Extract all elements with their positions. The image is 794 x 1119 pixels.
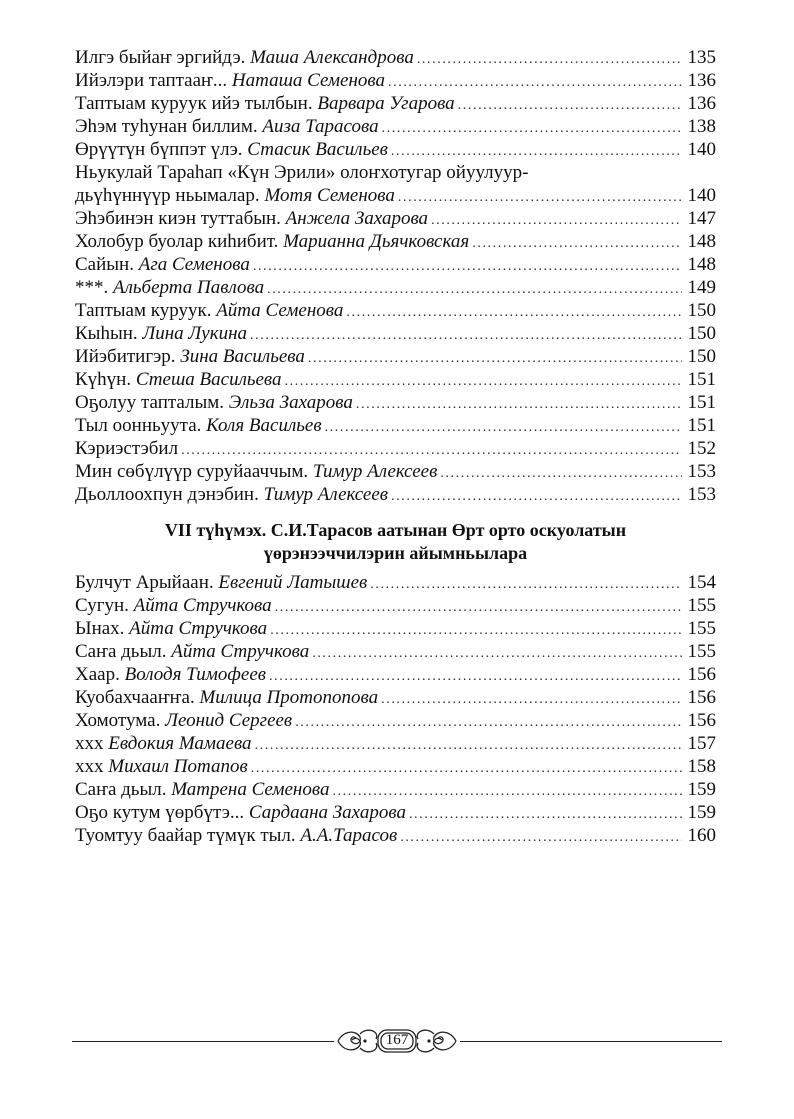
entry-title: ххх xyxy=(75,733,104,754)
page-footer xyxy=(72,1020,722,1060)
toc-entry xyxy=(75,755,716,778)
entry-title: Туомтуу баайар түмүк тыл. xyxy=(75,825,296,846)
entry-page: 155 xyxy=(687,641,716,662)
dot-leader xyxy=(275,596,682,619)
dot-leader xyxy=(409,803,682,826)
entry-author: Маша Александрова xyxy=(250,47,414,68)
dot-leader xyxy=(285,370,682,393)
entry-page: 156 xyxy=(687,710,716,731)
entry-page: 150 xyxy=(687,346,716,367)
entry-page: 140 xyxy=(687,139,716,160)
entry-title: Эһэбинэн киэн туттабын. xyxy=(75,208,281,229)
entry-page: 136 xyxy=(687,70,716,91)
entry-page: 156 xyxy=(687,664,716,685)
entry-title: Саҥа дьыл. xyxy=(75,779,167,800)
entry-title: Хомотума. xyxy=(75,710,161,731)
entry-page: 148 xyxy=(687,231,716,252)
toc-group-a xyxy=(75,46,716,161)
dot-leader xyxy=(431,209,682,232)
entry-author: Эльза Захарова xyxy=(228,392,353,413)
entry-author: Лина Лукина xyxy=(142,323,248,344)
toc-group-c xyxy=(75,571,716,847)
dot-leader xyxy=(255,734,682,757)
entry-author: Наташа Семенова xyxy=(231,70,386,91)
entry-title: Ийэлэри таптааҥ... xyxy=(75,70,228,91)
entry-page: 155 xyxy=(687,595,716,616)
entry-page: 149 xyxy=(687,277,716,298)
dot-leader xyxy=(458,94,682,117)
dot-leader xyxy=(253,255,682,278)
toc-entry xyxy=(75,92,716,115)
entry-page: 153 xyxy=(687,461,716,482)
toc-entry xyxy=(75,138,716,161)
toc-entry xyxy=(75,276,716,299)
entry-author: Ага Семенова xyxy=(138,254,250,275)
section-heading xyxy=(75,519,716,565)
toc-entry xyxy=(75,437,716,460)
dot-leader xyxy=(308,347,682,370)
toc-group-b xyxy=(75,207,716,506)
toc-entry xyxy=(75,391,716,414)
entry-title-line1: Ньукулай Тараһап «Күн Эрили» олоҥхотугар ойуулуур- xyxy=(75,162,529,183)
dot-leader xyxy=(388,71,682,94)
entry-title: ххх xyxy=(75,756,104,777)
entry-page: 148 xyxy=(687,254,716,275)
entry-author: Варвара Угарова xyxy=(317,93,455,114)
section-heading-line1: VII түһүмэх. С.И.Тарасов аатынан Өрт орто оскуолатын xyxy=(164,520,627,540)
toc-entry xyxy=(75,483,716,506)
entry-author: Евгений Латышев xyxy=(218,572,368,593)
footer-rule-right xyxy=(460,1041,722,1042)
page-number: 167 xyxy=(385,1032,409,1048)
entry-page: 157 xyxy=(687,733,716,754)
toc-entry xyxy=(75,571,716,594)
entry-author: Коля Васильев xyxy=(206,415,322,436)
toc-entry xyxy=(75,207,716,230)
entry-page: 160 xyxy=(687,825,716,846)
entry-title: Ынах. xyxy=(75,618,125,639)
entry-title: Илгэ быйаҥ эргийдэ. xyxy=(75,47,246,68)
dot-leader xyxy=(181,439,682,462)
dot-leader xyxy=(312,642,682,665)
toc-entry xyxy=(75,663,716,686)
toc-entry xyxy=(75,460,716,483)
entry-title: Таптыам куруук. xyxy=(75,300,212,321)
entry-author: Айта Семенова xyxy=(216,300,344,321)
entry-title: Холобур буолар киһибит. xyxy=(75,231,279,252)
entry-author: Стеша Васильева xyxy=(135,369,282,390)
toc-entry xyxy=(75,617,716,640)
dot-leader xyxy=(400,826,682,849)
entry-author: Володя Тимофеев xyxy=(124,664,267,685)
entry-title: Оҕо кутум үөрбүтэ... xyxy=(75,802,245,823)
dot-leader xyxy=(325,416,682,439)
dot-leader xyxy=(398,186,682,209)
toc-entry xyxy=(75,824,716,847)
entry-author: Аиза Тарасова xyxy=(262,116,379,137)
entry-page: 151 xyxy=(687,415,716,436)
toc-entry xyxy=(75,115,716,138)
toc-entry xyxy=(75,184,716,207)
dot-leader xyxy=(251,757,682,780)
entry-author: Зина Васильева xyxy=(180,346,305,367)
entry-page: 158 xyxy=(687,756,716,777)
entry-page: 150 xyxy=(687,300,716,321)
dot-leader xyxy=(332,780,682,803)
entry-title: Дьоллоохпун дэнэбин. xyxy=(75,484,259,505)
toc-entry xyxy=(75,709,716,732)
entry-author: Евдокия Мамаева xyxy=(108,733,252,754)
section-heading-line2: үөрэнээччилэрин айымньылара xyxy=(263,543,528,563)
entry-page: 138 xyxy=(687,116,716,137)
entry-author: Сардаана Захарова xyxy=(248,802,406,823)
entry-author: Стасик Васильев xyxy=(247,139,388,160)
entry-title: Кыһын. xyxy=(75,323,138,344)
dot-leader xyxy=(295,711,682,734)
toc-entry xyxy=(75,345,716,368)
toc-entry xyxy=(75,230,716,253)
entry-author: Милица Протопопова xyxy=(199,687,379,708)
entry-title: Хаар. xyxy=(75,664,120,685)
entry-author: Альберта Павлова xyxy=(113,277,265,298)
entry-title: Куобахчааҥҥа. xyxy=(75,687,195,708)
entry-title: Күһүн. xyxy=(75,369,132,390)
entry-title: Өрүүтүн бүппэт үлэ. xyxy=(75,139,243,160)
entry-title: Оҕолуу тапталым. xyxy=(75,392,225,413)
toc-entry xyxy=(75,322,716,345)
entry-page: 150 xyxy=(687,323,716,344)
toc-entry xyxy=(75,46,716,69)
entry-title: Сайын. xyxy=(75,254,134,275)
toc-entry-wrapped xyxy=(75,161,716,207)
entry-page: 147 xyxy=(687,208,716,229)
entry-author: А.А.Тарасов xyxy=(300,825,398,846)
entry-page: 151 xyxy=(687,392,716,413)
entry-title: Таптыам куруук ийэ тылбын. xyxy=(75,93,313,114)
entry-author: Анжела Захарова xyxy=(285,208,429,229)
toc-entry xyxy=(75,414,716,437)
toc-entry xyxy=(75,640,716,663)
entry-page: 151 xyxy=(687,369,716,390)
toc-entry xyxy=(75,801,716,824)
entry-title: ***. xyxy=(75,277,109,298)
dot-leader xyxy=(356,393,682,416)
toc-entry xyxy=(75,368,716,391)
dot-leader xyxy=(250,324,682,347)
dot-leader xyxy=(346,301,682,324)
entry-author: Тимур Алексеев xyxy=(263,484,389,505)
entry-title: Кэриэстэбил xyxy=(75,438,179,459)
entry-title: Сугун. xyxy=(75,595,129,616)
entry-author: Тимур Алексеев xyxy=(312,461,438,482)
dot-leader xyxy=(270,619,682,642)
entry-author: Марианна Дьячковская xyxy=(283,231,470,252)
entry-page: 159 xyxy=(687,802,716,823)
entry-title: Мин сөбүлүүр суруйааччым. xyxy=(75,461,309,482)
table-of-contents xyxy=(75,46,716,847)
toc-entry xyxy=(75,69,716,92)
entry-title: Тыл оонньуута. xyxy=(75,415,202,436)
toc-entry xyxy=(75,594,716,617)
dot-leader xyxy=(381,688,682,711)
dot-leader xyxy=(370,573,682,596)
toc-entry xyxy=(75,299,716,322)
entry-page: 153 xyxy=(687,484,716,505)
entry-page: 156 xyxy=(687,687,716,708)
dot-leader xyxy=(267,278,682,301)
dot-leader xyxy=(417,48,682,71)
entry-page: 140 xyxy=(687,185,716,206)
dot-leader xyxy=(391,140,682,163)
dot-leader xyxy=(472,232,682,255)
toc-entry xyxy=(75,778,716,801)
entry-title: Саҥа дьыл. xyxy=(75,641,167,662)
dot-leader xyxy=(391,485,682,508)
entry-page: 136 xyxy=(687,93,716,114)
entry-author: Леонид Сергеев xyxy=(165,710,293,731)
entry-author: Матрена Семенова xyxy=(171,779,330,800)
entry-page: 135 xyxy=(687,47,716,68)
entry-page: 159 xyxy=(687,779,716,800)
toc-entry xyxy=(75,732,716,755)
entry-author: Михаил Потапов xyxy=(108,756,248,777)
entry-author: Айта Стручкова xyxy=(171,641,310,662)
entry-author: Айта Стручкова xyxy=(133,595,272,616)
toc-entry xyxy=(75,253,716,276)
entry-title-line2: дьүһүннүүр ньымалар. xyxy=(75,185,260,206)
dot-leader xyxy=(269,665,682,688)
entry-page: 152 xyxy=(687,438,716,459)
entry-title: Булчут Арыйаан. xyxy=(75,572,214,593)
entry-title: Ийэбитигэр. xyxy=(75,346,176,367)
dot-leader xyxy=(440,462,682,485)
entry-page: 154 xyxy=(687,572,716,593)
toc-entry xyxy=(75,686,716,709)
entry-title: Эһэм туһунан биллим. xyxy=(75,116,258,137)
dot-leader xyxy=(382,117,682,140)
entry-author: Айта Стручкова xyxy=(129,618,268,639)
footer-rule-left xyxy=(72,1041,334,1042)
entry-page: 155 xyxy=(687,618,716,639)
entry-author: Мотя Семенова xyxy=(264,185,395,206)
